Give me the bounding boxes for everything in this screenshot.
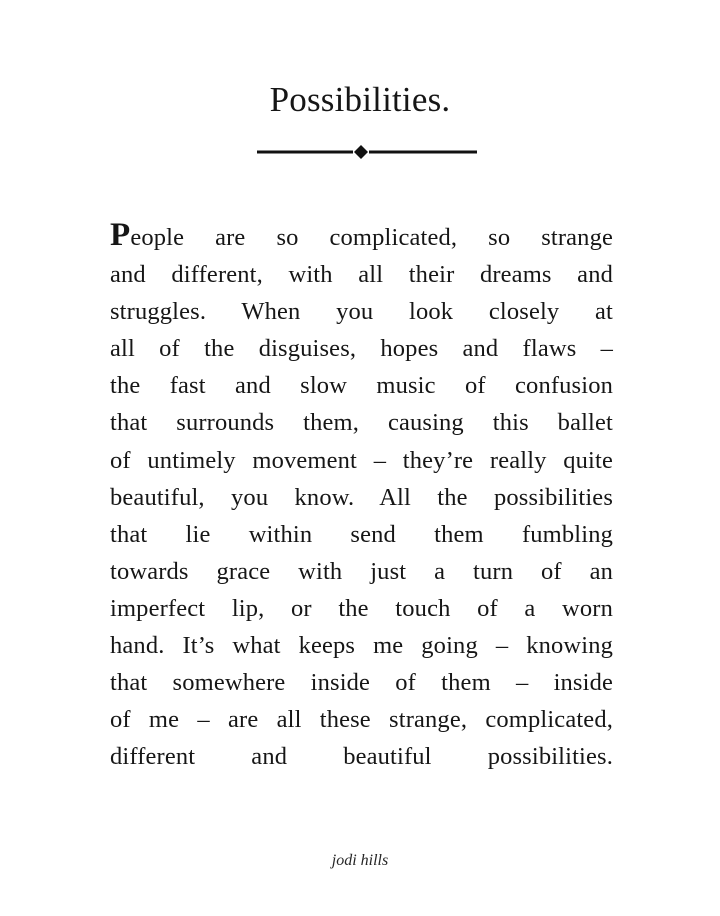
poem-line: that lie within send them fumbling <box>110 520 613 548</box>
author-signature: jodi hills <box>331 852 389 869</box>
first-line-text: eople are so complicated, so strange <box>130 224 613 251</box>
divider-diamond <box>354 145 368 159</box>
poem-line: of untimely movement – they’re really quite <box>110 446 613 474</box>
poem-line: hand. It’s what keeps me going – knowing <box>110 632 613 660</box>
divider-graphic <box>257 141 477 163</box>
poem-line: different and beautiful possibilities. <box>110 743 613 771</box>
poem-line: and different, with all their dreams and <box>110 261 613 289</box>
poem-line: that surrounds them, causing this ballet <box>110 409 613 437</box>
poem-line: struggles. When you look closely at <box>110 298 613 326</box>
poem-line: beautiful, you know. All the possibilities <box>110 483 613 511</box>
poem-line: the fast and slow music of confusion <box>110 372 613 400</box>
poem-body <box>110 219 613 775</box>
poem-line: all of the disguises, hopes and flaws – <box>110 335 613 363</box>
page-title: Possibilities. <box>269 80 451 119</box>
drop-cap: P <box>110 217 131 253</box>
poem-line: towards grace with just a turn of an <box>110 557 613 585</box>
poem-line-first <box>110 219 613 256</box>
poem-line: of me – are all these strange, complicated, <box>110 706 613 734</box>
diamond-divider-icon <box>257 141 477 163</box>
poem-line: imperfect lip, or the touch of a worn <box>110 594 613 622</box>
poem-line: that somewhere inside of them – inside <box>110 669 613 697</box>
